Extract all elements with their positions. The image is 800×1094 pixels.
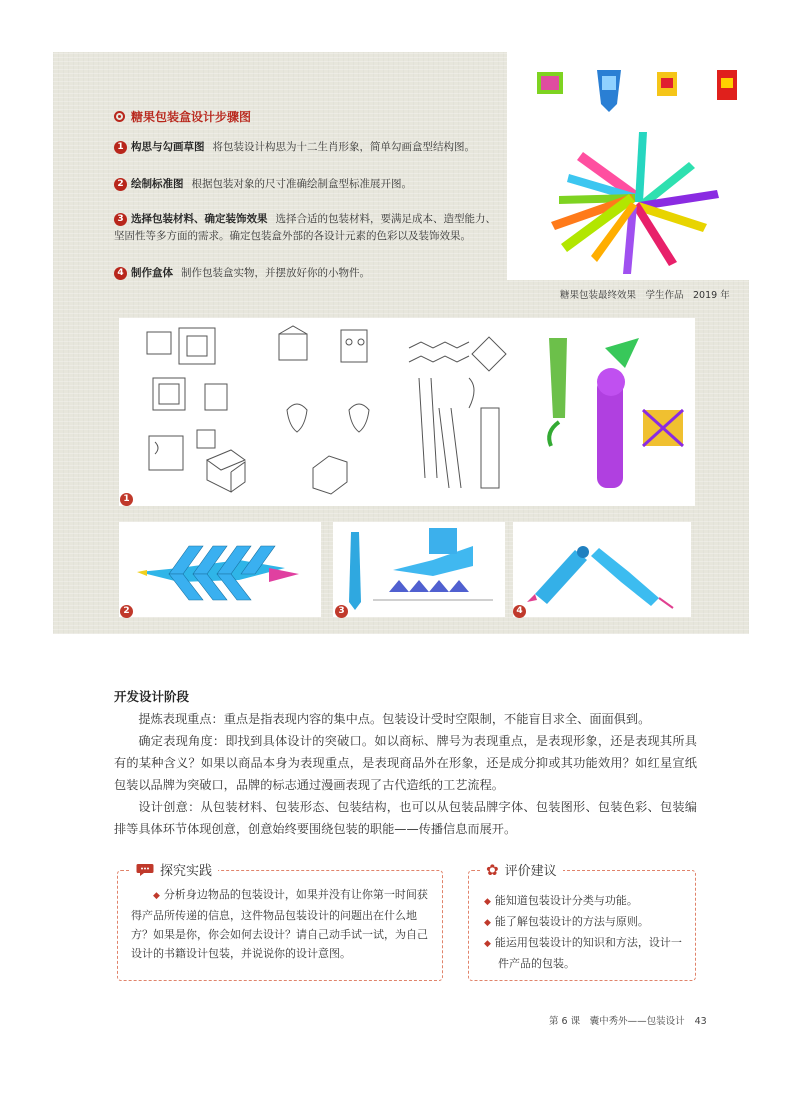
step-desc: 将包装设计构思为十二生肖形象，简单勾画盒型结构图。 [212, 141, 475, 153]
step-number: 2 [114, 178, 127, 191]
step-2 [114, 176, 504, 193]
section-heading: 开发设计阶段 [114, 689, 190, 704]
cut-parts-image [333, 522, 505, 617]
paragraph-3: 设计创意：从包装材料、包装形态、包装结构，也可以从包装品牌字体、包装图形、包装色彩、包装编排等具体环节体现创意，创意始终要围绕包装的职能——传播信息而展开。 [114, 800, 697, 836]
step-1 [114, 139, 504, 156]
figure-1-sketches [119, 318, 695, 506]
page-footer: 第 6 课 囊中秀外——包装设计 43 [549, 1016, 707, 1027]
figure-label-1: 1 [120, 493, 133, 506]
zodiac-packaging-image [507, 52, 749, 280]
step-desc: 选择合适的包装材料，要满足成本、造型能力、坚固性等多方面的需求。确定包装盒外部的各设计元素的色彩以及装饰效果。 [114, 213, 496, 242]
explore-text: ◆ 分析身边物品的包装设计，如果并没有让你第一时间获得产品所传递的信息，这件物品包装设计的问题出在什么地方？如果是你，你会如何去设计？请自己动手试一试，为自己设计的书籍设计包装，并说说你的设计意图。 [131, 888, 428, 960]
diamond-bullet-icon: ◆ [484, 939, 491, 949]
unfolded-net-image [119, 522, 321, 617]
paragraph-2: 确定表现角度：即找到具体设计的突破口。如以商标、牌号为表现重点，是表现形象，还是表现其所具有的某种含义？如果以商品本身为表现重点，是表现商品外在形象，还是成分抑或其功能效用？如红星宣纸包装以品牌为突破口，品牌的标志通过漫画表现了古代造纸的工艺流程。 [114, 734, 697, 792]
chat-bubble-icon [136, 863, 154, 877]
diamond-bullet-icon: ◆ [484, 918, 491, 928]
sketch-drawings [119, 318, 695, 506]
step-name: 构思与勾画草图 [131, 141, 205, 153]
step-3 [114, 211, 504, 245]
step-name: 绘制标准图 [131, 178, 184, 190]
eval-list [484, 891, 684, 973]
step-number: 4 [114, 267, 127, 280]
target-icon [114, 111, 125, 122]
step-name: 选择包装材料、确定装饰效果 [131, 213, 268, 225]
figure-3-parts [333, 522, 505, 617]
final-result-photo [507, 52, 749, 280]
finished-snake-image [513, 522, 691, 617]
explore-title: 探究实践 [130, 860, 218, 879]
step-number: 1 [114, 141, 127, 154]
figure-label-4: 4 [513, 605, 526, 618]
step-number: 3 [114, 213, 127, 226]
photo-caption: 糖果包装最终效果 学生作品 2019 年 [560, 290, 730, 301]
step-desc: 制作包装盒实物，并摆放好你的小物件。 [181, 267, 370, 279]
list-item: ◆ 能运用包装设计的知识和方法，设计一件产品的包装。 [484, 936, 682, 970]
figure-label-2: 2 [120, 605, 133, 618]
star-icon: ✿ [486, 860, 499, 879]
paragraph-1: 提炼表现重点：重点是指表现内容的集中点。包装设计受时空限制，不能盲目求全、面面俱到。 [138, 712, 651, 726]
eval-title: ✿ 评价建议 [480, 860, 563, 879]
step-4 [114, 265, 504, 282]
steps-title: 糖果包装盒设计步骤图 [114, 108, 251, 125]
page-number: 43 [694, 1016, 707, 1027]
diamond-bullet-icon: ◆ [484, 897, 491, 907]
figure-label-3: 3 [335, 605, 348, 618]
figure-4-finished [513, 522, 691, 617]
list-item: ◆ 能了解包装设计的方法与原则。 [484, 915, 649, 928]
diamond-bullet-icon: ◆ [153, 891, 160, 901]
list-item: ◆ 能知道包装设计分类与功能。 [484, 894, 638, 907]
colored-sketch [549, 338, 683, 488]
step-name: 制作盒体 [131, 267, 173, 279]
figure-2-unfolded [119, 522, 321, 617]
step-desc: 根据包装对象的尺寸准确绘制盒型标准展开图。 [191, 178, 412, 190]
